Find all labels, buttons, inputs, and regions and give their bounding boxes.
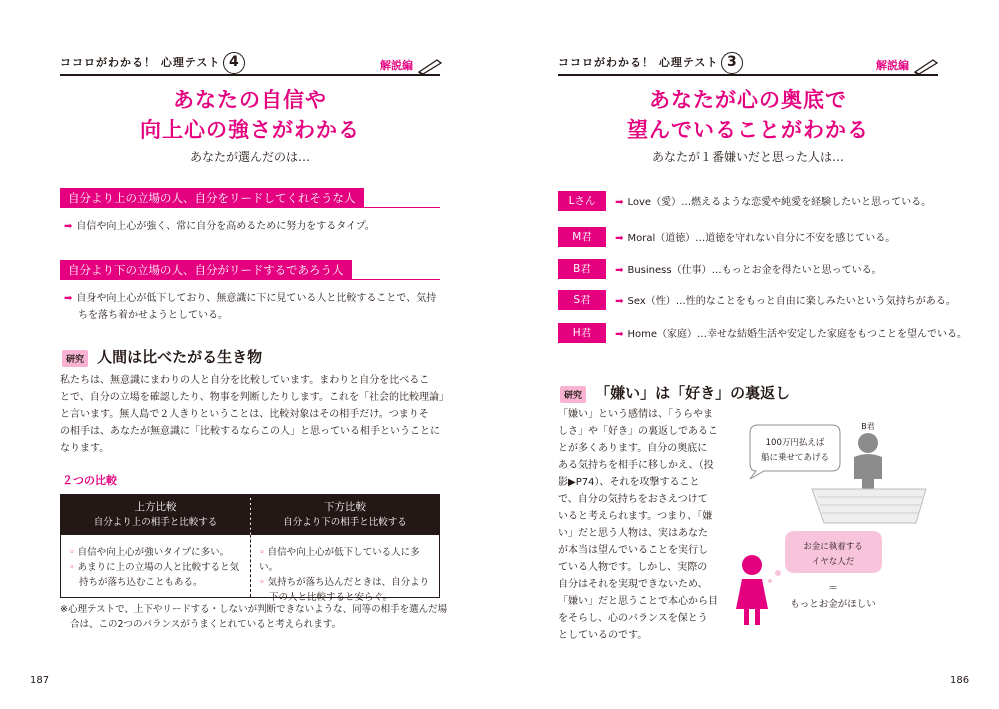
right-headline: あなたが心の奥底で 望んでいることがわかる: [627, 88, 869, 142]
thought-text-1: お金に執着する: [803, 542, 863, 552]
boat-icon: [812, 489, 926, 523]
table-head-downward: 下方比較 自分より下の相手と比較する: [251, 495, 439, 535]
left-header-badge: 解説編: [380, 57, 443, 74]
right-header-rule: [558, 74, 938, 76]
person-b-label: B君: [861, 422, 875, 431]
left-subtitle: あなたが選んだのは…: [189, 150, 310, 164]
arrow-icon: ➡: [615, 296, 624, 307]
person-row: Lさん ➡ Love（愛）…燃えるような恋愛や純愛を経験したいと思っている。: [558, 190, 931, 211]
comparison-note: ※心理テストで、上下やリードする・しないが判断できないような、同等の相手を選んだ場 合は、この2つのバランスがうまくとれていると考えられます。: [60, 604, 448, 630]
person-tag: M君: [558, 227, 606, 247]
person-row: B君 ➡ Business（仕事）…もっとお金を得たいと思っている。: [558, 258, 882, 279]
right-research-body: 「嫌い」という感情は、「うらやま しさ」や「好き」の裏返しであるこ とが多くあります。自分の奥底に ある気持ちを相手に移しかえ、（投 影▶P74）、それを攻撃すること で、自分の気持ちをおさえつけて いると考えられます。つまり、「嫌 い」だと思う人物は、実はあなた が本当は望んでいることを実行し ている人物です。しかし、実際の 自分はそれを実現できないため、 「嫌い」だと思うことで本心から目 をそらし、心のバランスを保とう としているのです。: [558, 409, 718, 641]
person-row: S君 ➡ Sex（性）…性的なことをもっと自由に楽しみたいという気持ちがある。: [558, 289, 956, 310]
arrow-icon: ➡: [64, 293, 73, 304]
right-header-number: 3: [721, 52, 743, 74]
pen-icon: [913, 58, 939, 74]
speech-text-2: 船に乗せてあげる: [760, 453, 830, 463]
left-headline: あなたの自信や 向上心の強さがわかる: [140, 88, 360, 142]
table-cell-upward: ◦ 自信や向上心が強いタイプに多い。 ◦ あまりに上の立場の人と比較すると気 持ちが落ち込むこともある。: [69, 547, 240, 588]
speech-bubble: [750, 425, 840, 479]
table-cell-downward: ◦ 自信や向上心が低下している人に多い。 ◦ 気持ちが落ち込んだときは、自分より 下の人と比較すると安らぐ。: [259, 547, 430, 603]
pen-icon: [417, 58, 443, 74]
right-research-heading: [560, 382, 790, 403]
person-girl-icon: [736, 555, 768, 625]
right-page-number: 186: [950, 675, 970, 686]
research-badge: 研究: [560, 386, 586, 403]
person-tag: H君: [558, 323, 606, 343]
left-header-rule: [60, 74, 440, 76]
speech-text-1: 100万円払えば: [765, 438, 825, 448]
illustration: [720, 405, 950, 635]
table-divider: [250, 495, 251, 597]
right-subtitle: あなたが１番嫌いだと思った人は…: [651, 150, 844, 164]
right-header-title: ココロがわかる！ 心理テスト 3: [558, 52, 743, 74]
comparison-table: [60, 494, 440, 603]
equals-sign: ＝: [828, 583, 838, 594]
thought-text-2: イヤな人だ: [811, 557, 855, 567]
option-desc: ➡ 自身や向上心が低下しており、無意識に下に見ている人と比較することで、気持 ちを落ち着かせようとしている。: [64, 293, 437, 321]
left-page-number: 187: [30, 675, 50, 686]
person-tag: Lさん: [558, 191, 606, 211]
arrow-icon: ➡: [64, 221, 73, 232]
arrow-icon: ➡: [615, 233, 624, 244]
research-title: 人間は比べたがる生き物: [97, 348, 263, 366]
table-head-upward: 上方比較 自分より上の相手と比較する: [61, 495, 250, 535]
comparison-title: ２つの比較: [62, 474, 117, 487]
option-rule: [60, 207, 440, 208]
left-research-heading: [62, 346, 262, 367]
option-label: 自分より下の立場の人、自分がリードするであろう人: [60, 260, 352, 280]
left-header-title: ココロがわかる！ 心理テスト 4: [60, 52, 245, 74]
left-header-number: 4: [223, 52, 245, 74]
right-header-badge: 解説編: [876, 57, 939, 74]
person-b-icon: [854, 433, 882, 493]
research-title: 「嫌い」は「好き」の裏返し: [595, 384, 791, 402]
research-badge: 研究: [62, 350, 88, 367]
person-tag: S君: [558, 290, 606, 310]
person-tag: B君: [558, 259, 606, 279]
person-row: H君 ➡ Home（家庭）…幸せな結婚生活や安定した家庭をもつことを望んでいる。: [558, 322, 967, 343]
person-row: M君 ➡ Moral（道徳）…道徳を守れない自分に不安を感じている。: [558, 226, 895, 247]
option-label: 自分より上の立場の人、自分をリードしてくれそうな人: [60, 188, 364, 208]
arrow-icon: ➡: [615, 329, 624, 340]
arrow-icon: ➡: [615, 265, 624, 276]
option-desc: ➡ 自信や向上心が強く、常に自分を高めるために努力をするタイプ。: [64, 221, 375, 232]
illustration-caption: もっとお金がほしい: [790, 599, 876, 610]
left-research-body: 私たちは、無意識にまわりの人と自分を比較しています。まわりと自分を比べるこ とで、自分の立場を確認したり、物事を判断したりします。これを「社会的比較理論」 と言います。無人島で２人きりということは、比較対象はその相手だけ。つまりそ の相手は、あなたが無意識に「比較するならこの人」と思っている相手ということに なります。: [60, 375, 449, 454]
arrow-icon: ➡: [615, 197, 624, 208]
option-rule: [60, 279, 440, 280]
